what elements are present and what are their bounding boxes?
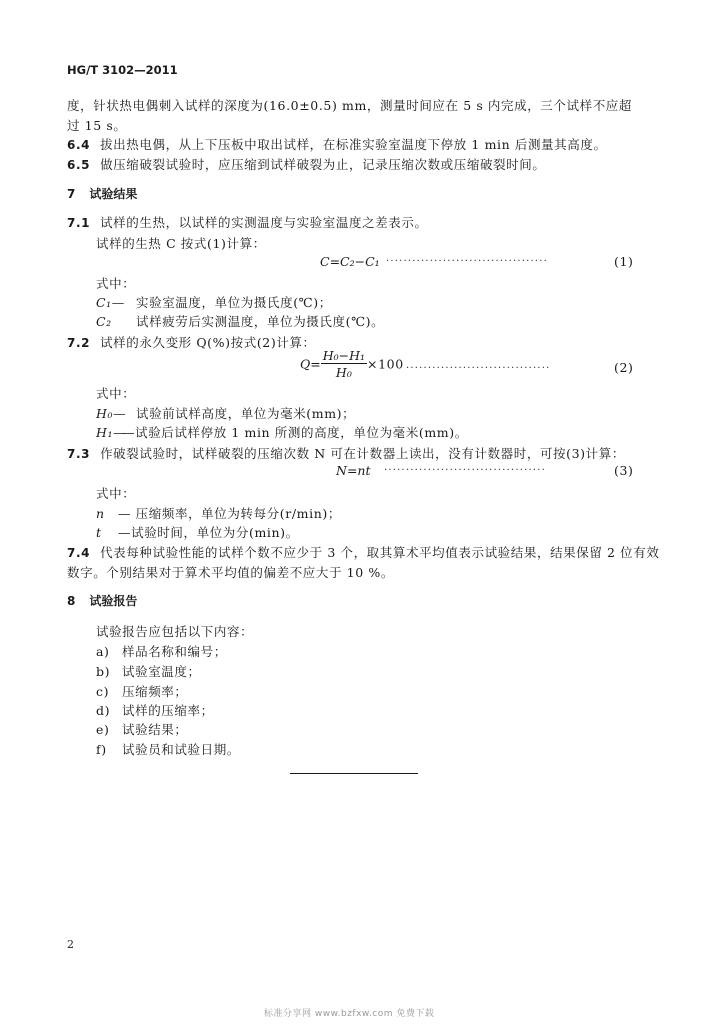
- clause-text: 试样的生热，以试样的实测温度与实验室温度之差表示。: [100, 215, 428, 230]
- list-label: e): [96, 722, 110, 737]
- symbol: C₁—: [96, 295, 125, 310]
- formula-2-numerator: H₀−H₁: [322, 348, 366, 363]
- clause-6-4: [67, 135, 607, 153]
- list-label: d): [96, 703, 111, 718]
- section-7-heading: [67, 185, 137, 202]
- definition: 实验室温度，单位为摄氏度(℃)；: [136, 295, 332, 310]
- clause-7-4-line2: 数字。个别结果对于算术平均值的偏差不应大于 10 %。: [67, 565, 394, 580]
- report-intro: 试验报告应包括以下内容：: [96, 624, 254, 639]
- list-label: f): [96, 742, 107, 757]
- list-label: b): [96, 664, 111, 679]
- list-text: 试验室温度；: [122, 664, 201, 679]
- formula-2-where: 式中：: [96, 386, 136, 401]
- list-text: 压缩频率；: [122, 684, 188, 699]
- clause-text: 试样的永久变形 Q(%)按式(2)计算：: [100, 335, 316, 350]
- formula-3: N=nt: [336, 463, 371, 478]
- list-item: [96, 701, 214, 719]
- list-text: 样品名称和编号；: [122, 644, 227, 659]
- definition: 试样疲劳后实测温度，单位为摄氏度(℃)。: [136, 314, 385, 329]
- symbol: t: [96, 525, 102, 540]
- definition: —试验时间，单位为分(min)。: [118, 525, 299, 540]
- list-item: [96, 642, 227, 660]
- section-title: 试验结果: [89, 187, 138, 201]
- formula-1-intro: 试样的生热 C 按式(1)计算：: [96, 236, 266, 251]
- end-of-standard-rule: [290, 773, 418, 774]
- list-item: [96, 740, 240, 758]
- list-label: a): [96, 644, 110, 659]
- formula-3-def-t: [96, 523, 299, 541]
- clause-7-2: [67, 333, 316, 351]
- formula-1-leader: ·····································: [386, 256, 549, 267]
- clause-7-1: [67, 213, 428, 231]
- s6-3-line1: 度，针状热电偶刺入试样的深度为(16.0±0.5) mm，测量时间应在 5 s 内完成，三个试样不应超: [67, 98, 633, 113]
- clause-number: 6.5: [67, 158, 91, 172]
- clause-number: 7.2: [67, 336, 91, 350]
- definition: — 压缩频率，单位为转每分(r/min)；: [118, 506, 341, 521]
- section-number: 7: [67, 187, 76, 201]
- watermark-footer: 标准分享网 www.bzfxw.com 免费下载: [264, 1009, 435, 1019]
- symbol: H₁—: [96, 425, 127, 440]
- clause-number: 7.4: [67, 546, 91, 560]
- symbol: C₂: [96, 314, 112, 329]
- formula-2-lhs: Q=: [300, 356, 321, 372]
- clause-text: 作破裂试验时，试样破裂的压缩次数 N 可在计数器上读出，没有计数器时，可按(3)计算：: [100, 446, 625, 461]
- clause-text: 做压缩破裂试验时，应压缩到试样破裂为止，记录压缩次数或压缩破裂时间。: [100, 157, 546, 172]
- list-text: 试验结果；: [122, 722, 188, 737]
- clause-number: 7.1: [67, 216, 91, 230]
- section-number: 8: [67, 594, 76, 608]
- symbol: n: [96, 506, 105, 521]
- formula-3-where: 式中：: [96, 486, 136, 501]
- formula-2: [300, 348, 404, 380]
- list-item: [96, 662, 201, 680]
- formula-3-leader: ·····································: [384, 465, 547, 476]
- formula-2-def-h1: [96, 423, 468, 441]
- formula-2-def-h0: [96, 404, 355, 422]
- clause-text: 拔出热电偶，从上下压板中取出试样，在标准实验室温度下停放 1 min 后测量其高度。: [100, 137, 607, 152]
- symbol: H₀—: [96, 406, 127, 421]
- formula-1-where: 式中：: [96, 276, 136, 291]
- formula-2-number: (2): [614, 360, 634, 375]
- list-text: 试样的压缩率；: [122, 703, 214, 718]
- clause-number: 7.3: [67, 447, 91, 461]
- formula-1-def-c2: [96, 312, 384, 330]
- formula-2-leader: ·································: [406, 363, 551, 374]
- definition: —试验后试样停放 1 min 所测的高度，单位为毫米(mm)。: [122, 425, 468, 440]
- standard-number-header: HG/T 3102—2011: [67, 63, 178, 77]
- clause-6-5: [67, 155, 545, 173]
- s6-3-line2: 过 15 s。: [67, 118, 127, 133]
- page-number: 2: [67, 938, 74, 951]
- clause-7-3: [67, 444, 625, 462]
- clause-7-4-line1: [67, 543, 659, 561]
- list-label: c): [96, 684, 110, 699]
- formula-1-def-c1: [96, 293, 332, 311]
- formula-3-def-n: [96, 504, 341, 522]
- formula-2-fraction: [321, 348, 367, 380]
- formula-1-number: (1): [614, 254, 634, 269]
- definition: 试验前试样高度，单位为毫米(mm)；: [136, 406, 356, 421]
- formula-2-tail: ×100: [367, 356, 404, 372]
- formula-1: C=C₂−C₁: [320, 254, 380, 269]
- list-text: 试验员和试验日期。: [122, 742, 240, 757]
- formula-3-number: (3): [614, 463, 634, 478]
- list-item: [96, 682, 188, 700]
- section-8-heading: [67, 592, 137, 609]
- list-item: [96, 720, 188, 738]
- clause-text: 代表每种试验性能的试样个数不应少于 3 个，取其算术平均值表示试验结果，结果保留 2 位有效: [100, 545, 660, 560]
- formula-2-denominator: H₀: [335, 365, 352, 380]
- clause-number: 6.4: [67, 138, 91, 152]
- section-title: 试验报告: [89, 594, 138, 608]
